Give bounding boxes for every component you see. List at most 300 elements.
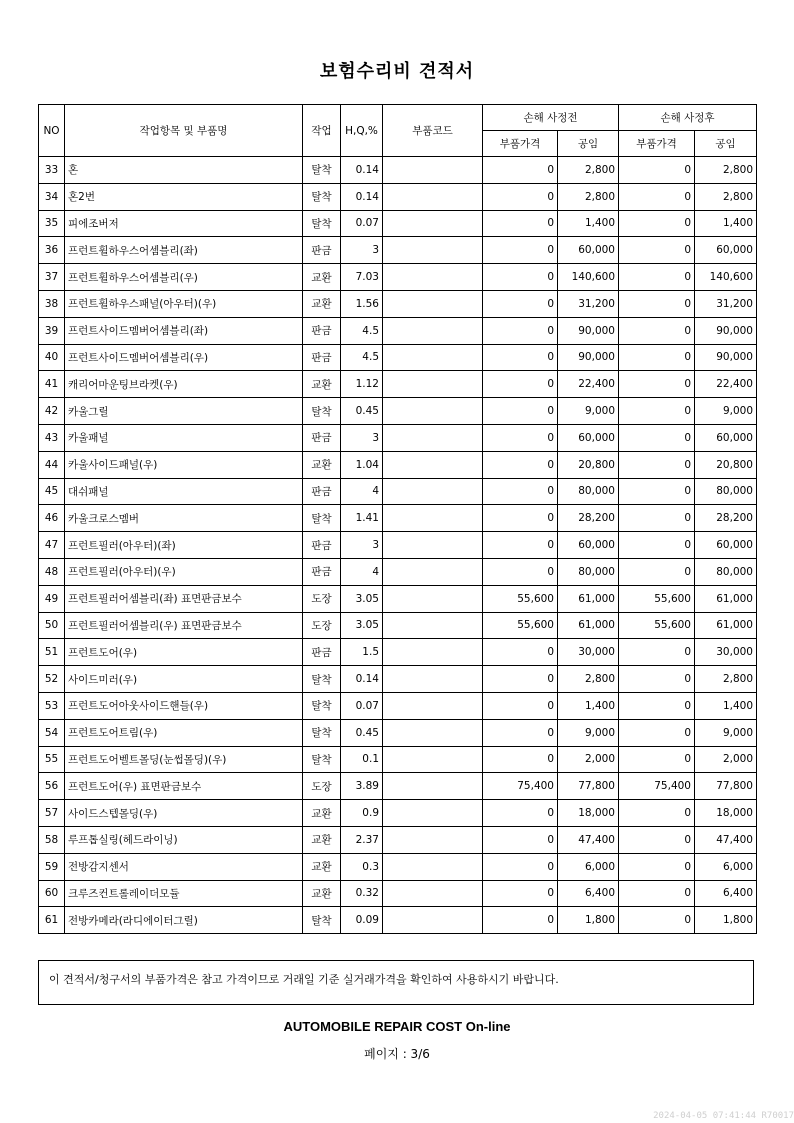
row-work-type: 판금 bbox=[303, 344, 341, 371]
row-after-labor: 60,000 bbox=[695, 532, 757, 559]
header-no: NO bbox=[39, 105, 65, 157]
row-part-code bbox=[383, 290, 483, 317]
row-after-part-price: 0 bbox=[619, 157, 695, 184]
row-work-type: 탈착 bbox=[303, 505, 341, 532]
row-part-code bbox=[383, 371, 483, 398]
row-before-labor: 90,000 bbox=[558, 317, 619, 344]
row-part-code bbox=[383, 666, 483, 693]
row-work-type: 교환 bbox=[303, 371, 341, 398]
row-after-part-price: 55,600 bbox=[619, 612, 695, 639]
row-no: 36 bbox=[39, 237, 65, 264]
row-no: 35 bbox=[39, 210, 65, 237]
row-before-part-price: 0 bbox=[483, 264, 558, 291]
row-item-name: 혼2번 bbox=[65, 183, 303, 210]
row-item-name: 프런트필러어셈블리(우) 표면판금보수 bbox=[65, 612, 303, 639]
row-after-labor: 28,200 bbox=[695, 505, 757, 532]
row-item-name: 크루즈컨트롤레이더모듈 bbox=[65, 880, 303, 907]
row-hq: 3 bbox=[341, 532, 383, 559]
row-hq: 4.5 bbox=[341, 317, 383, 344]
row-before-part-price: 0 bbox=[483, 344, 558, 371]
table-row bbox=[39, 907, 757, 934]
row-hq: 4 bbox=[341, 478, 383, 505]
row-after-labor: 77,800 bbox=[695, 773, 757, 800]
row-after-part-price: 0 bbox=[619, 317, 695, 344]
row-item-name: 프런트도어벨트몰딩(눈썹몰딩)(우) bbox=[65, 746, 303, 773]
row-part-code bbox=[383, 826, 483, 853]
row-after-part-price: 0 bbox=[619, 800, 695, 827]
row-after-part-price: 0 bbox=[619, 746, 695, 773]
row-before-labor: 20,800 bbox=[558, 451, 619, 478]
table-row bbox=[39, 800, 757, 827]
row-after-labor: 9,000 bbox=[695, 719, 757, 746]
row-item-name: 피에조버저 bbox=[65, 210, 303, 237]
row-item-name: 프런트필러(아우터)(좌) bbox=[65, 532, 303, 559]
table-row bbox=[39, 532, 757, 559]
table-row bbox=[39, 746, 757, 773]
row-after-part-price: 55,600 bbox=[619, 585, 695, 612]
row-item-name: 프런트사이드멤버어셈블리(우) bbox=[65, 344, 303, 371]
row-no: 43 bbox=[39, 424, 65, 451]
row-no: 54 bbox=[39, 719, 65, 746]
row-after-part-price: 75,400 bbox=[619, 773, 695, 800]
row-before-part-price: 0 bbox=[483, 505, 558, 532]
row-no: 61 bbox=[39, 907, 65, 934]
row-before-labor: 61,000 bbox=[558, 612, 619, 639]
row-work-type: 교환 bbox=[303, 826, 341, 853]
row-hq: 0.32 bbox=[341, 880, 383, 907]
row-work-type: 판금 bbox=[303, 424, 341, 451]
row-no: 60 bbox=[39, 880, 65, 907]
row-part-code bbox=[383, 317, 483, 344]
row-work-type: 교환 bbox=[303, 800, 341, 827]
row-item-name: 프런트사이드멤버어셈블리(좌) bbox=[65, 317, 303, 344]
row-before-part-price: 0 bbox=[483, 424, 558, 451]
row-after-labor: 90,000 bbox=[695, 317, 757, 344]
row-after-labor: 30,000 bbox=[695, 639, 757, 666]
row-hq: 0.45 bbox=[341, 398, 383, 425]
row-no: 47 bbox=[39, 532, 65, 559]
table-row bbox=[39, 773, 757, 800]
row-hq: 1.12 bbox=[341, 371, 383, 398]
row-hq: 0.07 bbox=[341, 210, 383, 237]
row-before-part-price: 0 bbox=[483, 290, 558, 317]
row-no: 34 bbox=[39, 183, 65, 210]
row-hq: 3.05 bbox=[341, 612, 383, 639]
row-hq: 1.04 bbox=[341, 451, 383, 478]
row-no: 40 bbox=[39, 344, 65, 371]
table-row bbox=[39, 264, 757, 291]
row-part-code bbox=[383, 800, 483, 827]
row-hq: 0.14 bbox=[341, 666, 383, 693]
row-before-labor: 1,400 bbox=[558, 210, 619, 237]
row-hq: 0.07 bbox=[341, 692, 383, 719]
row-hq: 0.14 bbox=[341, 183, 383, 210]
row-before-labor: 2,800 bbox=[558, 666, 619, 693]
row-after-part-price: 0 bbox=[619, 853, 695, 880]
row-after-labor: 6,400 bbox=[695, 880, 757, 907]
row-before-part-price: 0 bbox=[483, 451, 558, 478]
row-after-labor: 2,800 bbox=[695, 183, 757, 210]
row-no: 45 bbox=[39, 478, 65, 505]
row-after-labor: 80,000 bbox=[695, 558, 757, 585]
row-before-labor: 28,200 bbox=[558, 505, 619, 532]
row-work-type: 교환 bbox=[303, 451, 341, 478]
row-hq: 3 bbox=[341, 424, 383, 451]
table-row bbox=[39, 719, 757, 746]
row-before-labor: 30,000 bbox=[558, 639, 619, 666]
table-row bbox=[39, 585, 757, 612]
row-before-part-price: 75,400 bbox=[483, 773, 558, 800]
table-row bbox=[39, 183, 757, 210]
table-row bbox=[39, 210, 757, 237]
row-no: 50 bbox=[39, 612, 65, 639]
row-before-part-price: 0 bbox=[483, 826, 558, 853]
row-before-part-price: 0 bbox=[483, 532, 558, 559]
row-no: 33 bbox=[39, 157, 65, 184]
row-after-part-price: 0 bbox=[619, 371, 695, 398]
row-before-part-price: 55,600 bbox=[483, 585, 558, 612]
row-work-type: 교환 bbox=[303, 264, 341, 291]
row-before-labor: 60,000 bbox=[558, 424, 619, 451]
document-title: 보험수리비 견적서 bbox=[319, 61, 475, 82]
row-after-part-price: 0 bbox=[619, 264, 695, 291]
row-item-name: 프런트필러(아우터)(우) bbox=[65, 558, 303, 585]
notice-text: 이 견적서/청구서의 부품가격은 참고 가격이므로 거래일 기준 실거래가격을 확인하여 사용하시기 바랍니다. bbox=[49, 973, 559, 986]
header-code: 부품코드 bbox=[383, 105, 483, 157]
row-before-labor: 140,600 bbox=[558, 264, 619, 291]
row-after-part-price: 0 bbox=[619, 505, 695, 532]
table-row bbox=[39, 344, 757, 371]
row-hq: 0.14 bbox=[341, 157, 383, 184]
row-after-labor: 80,000 bbox=[695, 478, 757, 505]
row-after-part-price: 0 bbox=[619, 344, 695, 371]
row-work-type: 교환 bbox=[303, 290, 341, 317]
row-before-labor: 6,000 bbox=[558, 853, 619, 880]
table-row bbox=[39, 478, 757, 505]
row-item-name: 프런트휠하우스어셈블리(좌) bbox=[65, 237, 303, 264]
row-hq: 0.1 bbox=[341, 746, 383, 773]
notice-box bbox=[38, 960, 754, 1005]
row-after-labor: 60,000 bbox=[695, 237, 757, 264]
row-before-labor: 6,400 bbox=[558, 880, 619, 907]
row-before-labor: 18,000 bbox=[558, 800, 619, 827]
row-before-labor: 9,000 bbox=[558, 719, 619, 746]
header-before-labor: 공임 bbox=[558, 131, 619, 157]
row-after-labor: 22,400 bbox=[695, 371, 757, 398]
row-before-labor: 77,800 bbox=[558, 773, 619, 800]
row-no: 41 bbox=[39, 371, 65, 398]
row-after-part-price: 0 bbox=[619, 290, 695, 317]
footer-brand: AUTOMOBILE REPAIR COST On-line bbox=[283, 1019, 511, 1034]
row-after-labor: 2,800 bbox=[695, 666, 757, 693]
row-after-labor: 61,000 bbox=[695, 612, 757, 639]
row-part-code bbox=[383, 264, 483, 291]
row-part-code bbox=[383, 210, 483, 237]
table-row bbox=[39, 612, 757, 639]
row-hq: 3 bbox=[341, 237, 383, 264]
row-before-labor: 80,000 bbox=[558, 558, 619, 585]
header-item: 작업항목 및 부품명 bbox=[65, 105, 303, 157]
row-item-name: 전방카메라(라디에이터그릴) bbox=[65, 907, 303, 934]
row-part-code bbox=[383, 853, 483, 880]
row-work-type: 판금 bbox=[303, 237, 341, 264]
row-after-part-price: 0 bbox=[619, 451, 695, 478]
row-hq: 1.5 bbox=[341, 639, 383, 666]
row-after-part-price: 0 bbox=[619, 692, 695, 719]
row-after-part-price: 0 bbox=[619, 210, 695, 237]
row-part-code bbox=[383, 719, 483, 746]
row-before-part-price: 0 bbox=[483, 666, 558, 693]
row-work-type: 탈착 bbox=[303, 666, 341, 693]
header-hq: H,Q,% bbox=[341, 105, 383, 157]
row-before-part-price: 0 bbox=[483, 183, 558, 210]
row-part-code bbox=[383, 907, 483, 934]
row-work-type: 도장 bbox=[303, 773, 341, 800]
table-row bbox=[39, 826, 757, 853]
row-hq: 0.45 bbox=[341, 719, 383, 746]
row-after-labor: 47,400 bbox=[695, 826, 757, 853]
row-hq: 4 bbox=[341, 558, 383, 585]
row-before-part-price: 0 bbox=[483, 237, 558, 264]
row-after-part-price: 0 bbox=[619, 532, 695, 559]
row-part-code bbox=[383, 237, 483, 264]
row-after-labor: 1,400 bbox=[695, 692, 757, 719]
row-after-labor: 6,000 bbox=[695, 853, 757, 880]
row-work-type: 교환 bbox=[303, 853, 341, 880]
row-no: 59 bbox=[39, 853, 65, 880]
row-part-code bbox=[383, 880, 483, 907]
row-work-type: 탈착 bbox=[303, 746, 341, 773]
row-before-part-price: 0 bbox=[483, 639, 558, 666]
row-before-part-price: 55,600 bbox=[483, 612, 558, 639]
table-row bbox=[39, 157, 757, 184]
header-work: 작업 bbox=[303, 105, 341, 157]
table-row bbox=[39, 398, 757, 425]
table-row bbox=[39, 692, 757, 719]
row-hq: 0.9 bbox=[341, 800, 383, 827]
row-work-type: 탈착 bbox=[303, 692, 341, 719]
row-item-name: 카울패널 bbox=[65, 424, 303, 451]
row-before-part-price: 0 bbox=[483, 317, 558, 344]
row-after-labor: 31,200 bbox=[695, 290, 757, 317]
row-part-code bbox=[383, 183, 483, 210]
row-part-code bbox=[383, 505, 483, 532]
row-before-part-price: 0 bbox=[483, 478, 558, 505]
row-after-part-price: 0 bbox=[619, 478, 695, 505]
row-item-name: 프런트도어트림(우) bbox=[65, 719, 303, 746]
table-row bbox=[39, 290, 757, 317]
row-item-name: 카울크로스멤버 bbox=[65, 505, 303, 532]
row-before-part-price: 0 bbox=[483, 371, 558, 398]
row-before-labor: 31,200 bbox=[558, 290, 619, 317]
row-after-labor: 9,000 bbox=[695, 398, 757, 425]
row-after-labor: 20,800 bbox=[695, 451, 757, 478]
row-after-labor: 140,600 bbox=[695, 264, 757, 291]
row-after-part-price: 0 bbox=[619, 183, 695, 210]
row-part-code bbox=[383, 478, 483, 505]
row-after-part-price: 0 bbox=[619, 558, 695, 585]
page-number: 페이지 : 3/6 bbox=[364, 1047, 430, 1061]
row-item-name: 사이드스텝몰딩(우) bbox=[65, 800, 303, 827]
row-item-name: 프런트도어(우) 표면판금보수 bbox=[65, 773, 303, 800]
row-work-type: 탈착 bbox=[303, 907, 341, 934]
row-part-code bbox=[383, 692, 483, 719]
row-work-type: 도장 bbox=[303, 612, 341, 639]
header-after-labor: 공임 bbox=[695, 131, 757, 157]
table-row bbox=[39, 880, 757, 907]
table-row bbox=[39, 558, 757, 585]
row-item-name: 혼 bbox=[65, 157, 303, 184]
row-part-code bbox=[383, 746, 483, 773]
row-after-part-price: 0 bbox=[619, 237, 695, 264]
row-work-type: 탈착 bbox=[303, 157, 341, 184]
row-before-labor: 9,000 bbox=[558, 398, 619, 425]
row-after-labor: 2,800 bbox=[695, 157, 757, 184]
row-before-part-price: 0 bbox=[483, 692, 558, 719]
row-work-type: 탈착 bbox=[303, 210, 341, 237]
row-no: 56 bbox=[39, 773, 65, 800]
row-no: 39 bbox=[39, 317, 65, 344]
row-hq: 0.09 bbox=[341, 907, 383, 934]
row-no: 57 bbox=[39, 800, 65, 827]
row-item-name: 사이드미러(우) bbox=[65, 666, 303, 693]
header-before-part-price: 부품가격 bbox=[483, 131, 558, 157]
row-item-name: 프런트필러어셈블리(좌) 표면판금보수 bbox=[65, 585, 303, 612]
row-before-part-price: 0 bbox=[483, 907, 558, 934]
row-part-code bbox=[383, 585, 483, 612]
row-hq: 1.41 bbox=[341, 505, 383, 532]
row-after-labor: 2,000 bbox=[695, 746, 757, 773]
row-before-labor: 60,000 bbox=[558, 237, 619, 264]
row-part-code bbox=[383, 639, 483, 666]
row-no: 51 bbox=[39, 639, 65, 666]
row-before-labor: 60,000 bbox=[558, 532, 619, 559]
row-work-type: 교환 bbox=[303, 880, 341, 907]
header-after: 손해 사정후 bbox=[619, 105, 757, 131]
row-before-labor: 22,400 bbox=[558, 371, 619, 398]
row-no: 44 bbox=[39, 451, 65, 478]
row-item-name: 카울사이드패널(우) bbox=[65, 451, 303, 478]
row-part-code bbox=[383, 344, 483, 371]
row-part-code bbox=[383, 773, 483, 800]
row-before-part-price: 0 bbox=[483, 746, 558, 773]
row-before-labor: 80,000 bbox=[558, 478, 619, 505]
estimate-rows bbox=[39, 157, 757, 934]
row-before-labor: 2,800 bbox=[558, 183, 619, 210]
row-before-part-price: 0 bbox=[483, 558, 558, 585]
row-item-name: 캐리어마운팅브라켓(우) bbox=[65, 371, 303, 398]
row-part-code bbox=[383, 612, 483, 639]
table-row bbox=[39, 237, 757, 264]
print-timestamp: 2024-04-05 07:41:44 R70017 bbox=[653, 1111, 794, 1121]
header-before: 손해 사정전 bbox=[483, 105, 619, 131]
row-work-type: 판금 bbox=[303, 558, 341, 585]
header-after-part-price: 부품가격 bbox=[619, 131, 695, 157]
row-work-type: 판금 bbox=[303, 639, 341, 666]
row-after-labor: 60,000 bbox=[695, 424, 757, 451]
row-hq: 1.56 bbox=[341, 290, 383, 317]
row-item-name: 프런트휠하우스어셈블리(우) bbox=[65, 264, 303, 291]
row-no: 58 bbox=[39, 826, 65, 853]
row-work-type: 판금 bbox=[303, 317, 341, 344]
row-after-labor: 90,000 bbox=[695, 344, 757, 371]
row-before-part-price: 0 bbox=[483, 853, 558, 880]
row-item-name: 카울그릴 bbox=[65, 398, 303, 425]
row-after-part-price: 0 bbox=[619, 719, 695, 746]
row-part-code bbox=[383, 157, 483, 184]
row-part-code bbox=[383, 398, 483, 425]
row-after-part-price: 0 bbox=[619, 639, 695, 666]
row-hq: 2.37 bbox=[341, 826, 383, 853]
row-after-part-price: 0 bbox=[619, 907, 695, 934]
row-hq: 3.05 bbox=[341, 585, 383, 612]
row-before-labor: 47,400 bbox=[558, 826, 619, 853]
row-before-labor: 1,400 bbox=[558, 692, 619, 719]
row-hq: 4.5 bbox=[341, 344, 383, 371]
row-before-labor: 2,800 bbox=[558, 157, 619, 184]
row-after-part-price: 0 bbox=[619, 880, 695, 907]
row-after-part-price: 0 bbox=[619, 424, 695, 451]
row-no: 55 bbox=[39, 746, 65, 773]
table-row bbox=[39, 371, 757, 398]
row-item-name: 프런트휠하우스패널(아우터)(우) bbox=[65, 290, 303, 317]
row-work-type: 판금 bbox=[303, 532, 341, 559]
row-work-type: 탈착 bbox=[303, 398, 341, 425]
row-no: 37 bbox=[39, 264, 65, 291]
table-row bbox=[39, 505, 757, 532]
row-part-code bbox=[383, 532, 483, 559]
row-before-part-price: 0 bbox=[483, 210, 558, 237]
row-before-part-price: 0 bbox=[483, 398, 558, 425]
row-before-part-price: 0 bbox=[483, 157, 558, 184]
row-part-code bbox=[383, 451, 483, 478]
row-after-labor: 1,400 bbox=[695, 210, 757, 237]
row-no: 38 bbox=[39, 290, 65, 317]
row-before-labor: 1,800 bbox=[558, 907, 619, 934]
row-item-name: 대쉬패널 bbox=[65, 478, 303, 505]
row-no: 53 bbox=[39, 692, 65, 719]
row-after-labor: 61,000 bbox=[695, 585, 757, 612]
row-before-labor: 90,000 bbox=[558, 344, 619, 371]
row-after-part-price: 0 bbox=[619, 398, 695, 425]
row-work-type: 도장 bbox=[303, 585, 341, 612]
row-no: 46 bbox=[39, 505, 65, 532]
row-before-labor: 61,000 bbox=[558, 585, 619, 612]
row-hq: 0.3 bbox=[341, 853, 383, 880]
row-no: 48 bbox=[39, 558, 65, 585]
row-before-part-price: 0 bbox=[483, 800, 558, 827]
row-after-part-price: 0 bbox=[619, 826, 695, 853]
row-after-labor: 1,800 bbox=[695, 907, 757, 934]
row-no: 52 bbox=[39, 666, 65, 693]
row-no: 42 bbox=[39, 398, 65, 425]
table-row bbox=[39, 424, 757, 451]
row-item-name: 루프톱실링(헤드라이닝) bbox=[65, 826, 303, 853]
row-hq: 7.03 bbox=[341, 264, 383, 291]
table-row bbox=[39, 666, 757, 693]
table-row bbox=[39, 451, 757, 478]
row-before-labor: 2,000 bbox=[558, 746, 619, 773]
row-item-name: 프런트도어아웃사이드핸들(우) bbox=[65, 692, 303, 719]
row-before-part-price: 0 bbox=[483, 719, 558, 746]
row-item-name: 전방감지센서 bbox=[65, 853, 303, 880]
row-work-type: 탈착 bbox=[303, 719, 341, 746]
row-part-code bbox=[383, 558, 483, 585]
row-after-part-price: 0 bbox=[619, 666, 695, 693]
table-row bbox=[39, 853, 757, 880]
table-row bbox=[39, 639, 757, 666]
row-work-type: 탈착 bbox=[303, 183, 341, 210]
